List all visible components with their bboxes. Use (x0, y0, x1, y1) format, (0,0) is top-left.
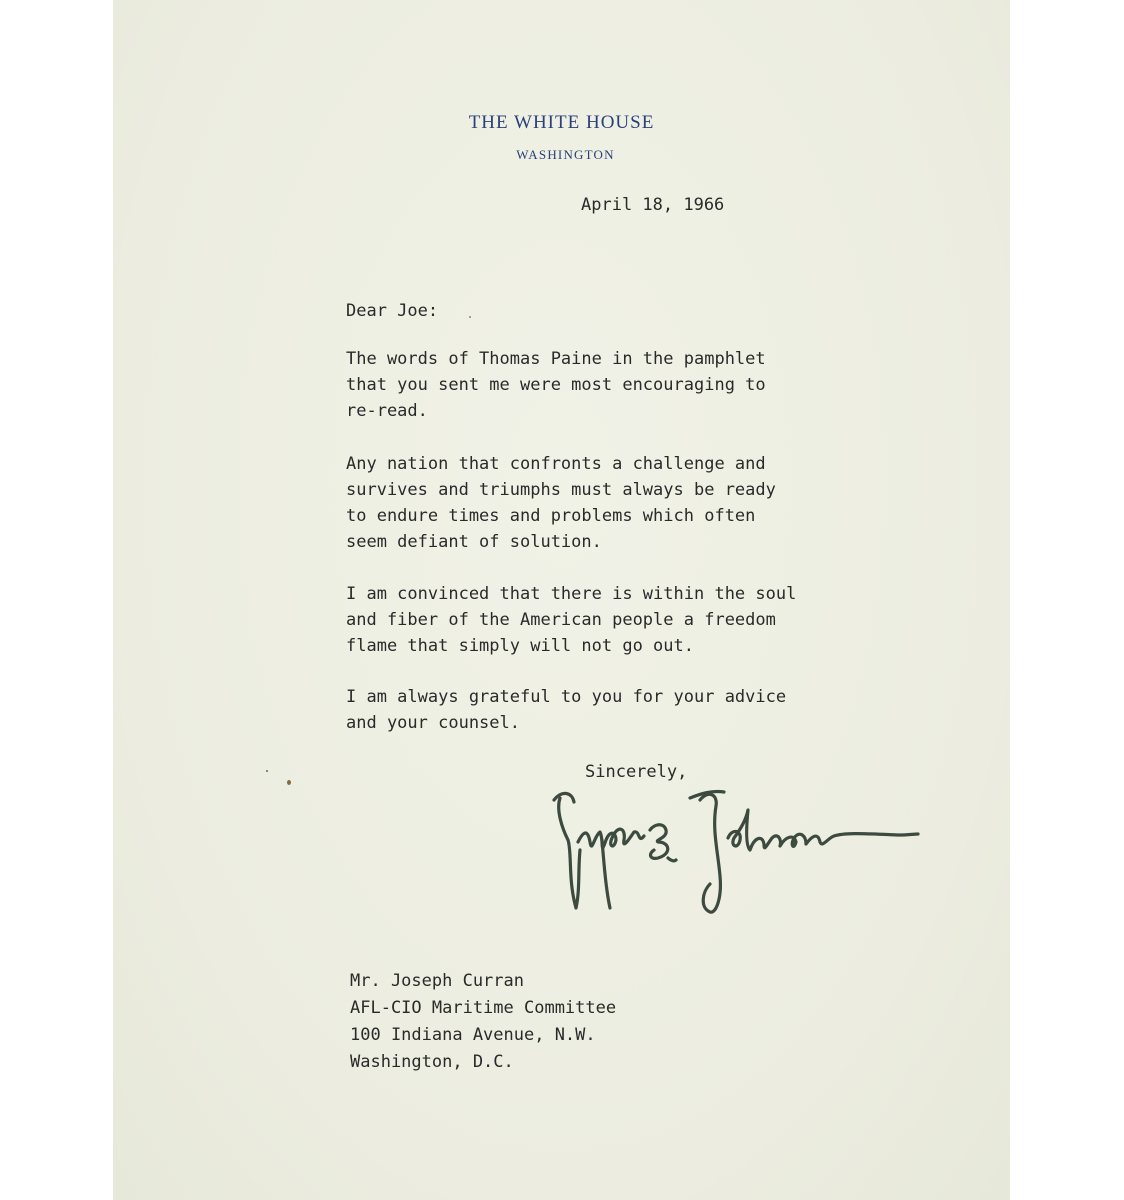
paragraph-3 (346, 581, 796, 659)
paper-speck (287, 780, 291, 785)
paragraph-line: that you sent me were most encouraging to (346, 375, 766, 395)
address-line: 100 Indiana Avenue, N.W. (350, 1025, 596, 1045)
recipient-address (350, 968, 616, 1076)
paragraph-line: to endure times and problems which often (346, 506, 756, 526)
paragraph-line: and your counsel. (346, 713, 520, 733)
letterhead-subtitle: WASHINGTON (516, 147, 615, 162)
paragraph-4 (346, 684, 786, 736)
paragraph-line: I am convinced that there is within the soul (346, 584, 797, 604)
paragraph-1 (346, 346, 766, 424)
signature (550, 780, 920, 920)
paper-speck (266, 770, 268, 772)
paragraph-2 (346, 451, 776, 555)
paragraph-line: re-read. (346, 401, 428, 421)
address-line: Mr. Joseph Curran (350, 971, 524, 991)
salutation: Dear Joe: (346, 301, 439, 321)
address-line: AFL-CIO Maritime Committee (350, 998, 617, 1018)
address-line: Washington, D.C. (350, 1052, 514, 1072)
paragraph-line: survives and triumphs must always be ready (346, 480, 776, 500)
letterhead-title: THE WHITE HOUSE (468, 112, 655, 133)
paragraph-line: seem defiant of solution. (346, 532, 602, 552)
paragraph-line: flame that simply will not go out. (346, 636, 694, 656)
paragraph-line: Any nation that confronts a challenge and (346, 454, 766, 474)
paragraph-line: The words of Thomas Paine in the pamphlet (346, 349, 766, 369)
closing: Sincerely, (585, 762, 688, 782)
paragraph-line: I am always grateful to you for your advice (346, 687, 787, 707)
letter-date: April 18, 1966 (581, 195, 725, 215)
paper-speck (469, 316, 471, 318)
letter-paper (113, 0, 1010, 1200)
paragraph-line: and fiber of the American people a freedom (346, 610, 776, 630)
